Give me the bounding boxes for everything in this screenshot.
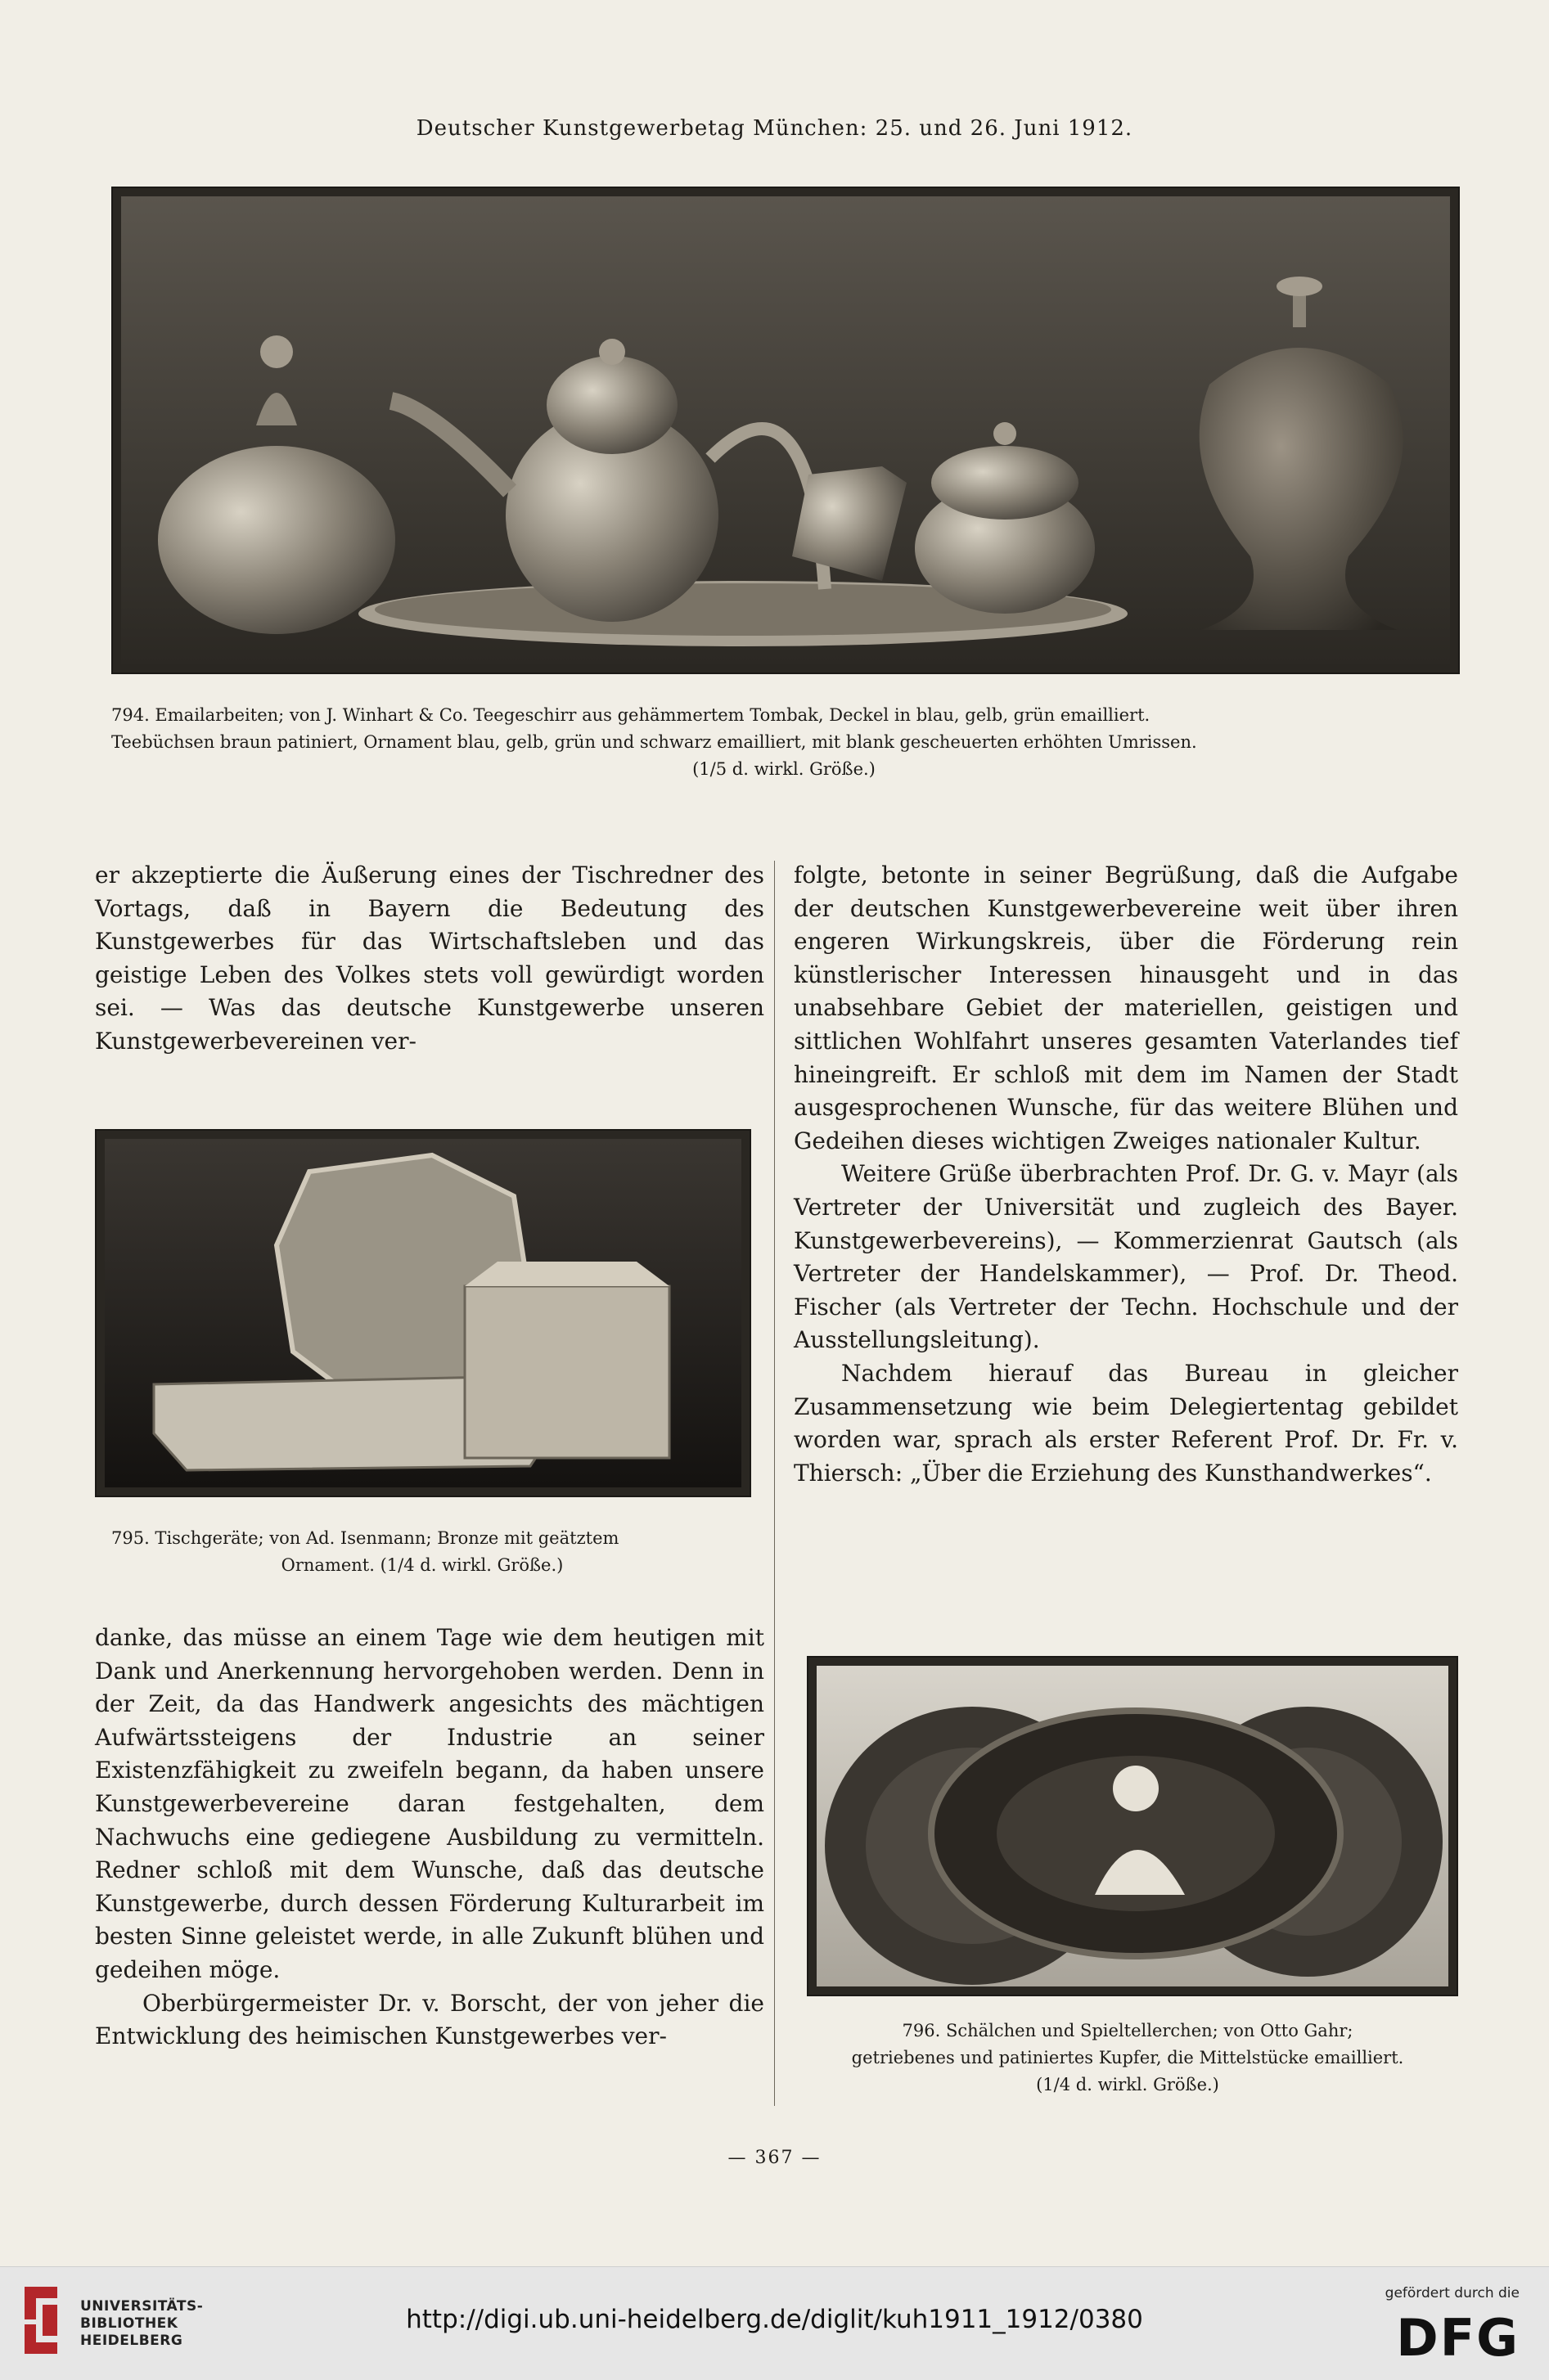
caption-line: 795. Tischgeräte; von Ad. Isenmann; Bronze mit geätztem bbox=[111, 1528, 619, 1548]
paragraph: Oberbürgermeister Dr. v. Borscht, der von jeher die Entwicklung des heimischen Kunstgewerbes ver- bbox=[95, 1989, 764, 2050]
dfg-logo: DFG bbox=[1396, 2308, 1520, 2368]
figure-795-photo bbox=[95, 1129, 751, 1497]
figure-796-caption bbox=[792, 2018, 1463, 2099]
caption-line: 796. Schälchen und Spieltellerchen; von Otto Gahr; bbox=[902, 2021, 1353, 2040]
paragraph: er akzeptierte die Äußerung eines der Tischredner des Vortags, daß in Bayern die Bedeutung des Kunstgewerbes für das Wirtschaftsleben und das geistige Leben des Volkes stets voll gewürdigt worden sei. — Was das deutsche Kunstgewerbe unseren Kunstgewerbevereinen ver- bbox=[95, 862, 764, 1055]
caption-line: Ornament. (1/4 d. wirkl. Größe.) bbox=[281, 1555, 564, 1575]
source-url-link[interactable]: http://digi.ub.uni-heidelberg.de/diglit/kuh1911_1912/0380 bbox=[406, 2305, 1143, 2334]
caption-line: Teebüchsen braun patiniert, Ornament blau, gelb, grün und schwarz emailliert, mit blank gescheuerten erhöhten Umrissen. bbox=[111, 732, 1197, 752]
plates-image bbox=[817, 1666, 1448, 1986]
tea-service-image bbox=[121, 196, 1450, 664]
paragraph: Nachdem hierauf das Bureau in gleicher Zusammensetzung wie beim Delegiertentag gebildet worden war, sprach als erster Referent Prof. Dr. Fr. v. Thiersch: „Über die Erziehung des Kunsthandwerkes“. bbox=[794, 1359, 1458, 1487]
running-head: Deutscher Kunstgewerbetag München: 25. und 26. Juni 1912. bbox=[416, 116, 1133, 141]
paragraph: folgte, betonte in seiner Begrüßung, daß die Aufgabe der deutschen Kunstgewerbevereine weit über ihren engeren Wirkungskreis, über die Förderung rein künstlerischer Interessen hinausgeht und in das unabsehbare Gebiet der materiellen, geistigen und sittlichen Wohlfahrt unseres gesamten Vaterlandes tief hineingreift. Er schloß mit dem im Namen der Stadt ausgesprochenen Wunsche, für das weitere Blühen und Gedeihen dieses wichtigen Zweiges nationaler Kultur. bbox=[794, 862, 1458, 1154]
library-name-line: UNIVERSITÄTS- bbox=[80, 2298, 204, 2315]
library-name-line: HEIDELBERG bbox=[80, 2333, 183, 2349]
column-divider bbox=[774, 861, 775, 2106]
figure-794-caption bbox=[111, 702, 1457, 783]
page-number: — 367 — bbox=[727, 2148, 822, 2168]
table-ware-image bbox=[105, 1139, 741, 1487]
right-column bbox=[794, 859, 1458, 1490]
caption-scale: (1/5 d. wirkl. Größe.) bbox=[692, 759, 876, 779]
caption-scale: (1/4 d. wirkl. Größe.) bbox=[1036, 2075, 1219, 2094]
left-column bbox=[95, 859, 764, 1059]
paragraph: danke, das müsse an einem Tage wie dem heutigen mit Dank und Anerkennung hervorgehoben werden. Denn in der Zeit, da das Handwerk angesichts des mächtigen Aufwärtssteigens der Industrie an seiner Existenzfähigkeit zu zweifeln begann, da haben unsere Kunstgewerbevereine daran festgehalten, dem Nachwuchs eine gediegene Ausbildung zu vermitteln. Redner schloß mit dem Wunsche, daß das deutsche Kunstgewerbe, durch dessen Förderung Kulturarbeit im besten Sinne geleistet werde, in alle Zukunft blühen und gedeihen möge. bbox=[95, 1624, 764, 1983]
left-column-continued bbox=[95, 1622, 764, 2054]
paragraph: Weitere Grüße überbrachten Prof. Dr. G. v. Mayr (als Vertreter der Universität und zugleich des Bayer. Kunstgewerbevereins), — Kommerzienrat Gautsch (als Vertreter der Handelskammer), — Prof. Dr. Theod. Fischer (als Vertreter der Techn. Hochschule und der Ausstellungsleitung). bbox=[794, 1160, 1458, 1354]
caption-line: 794. Emailarbeiten; von J. Winhart & Co. Teegeschirr aus gehämmertem Tombak, Deckel in blau, gelb, grün emailliert. bbox=[111, 705, 1150, 725]
digitization-footer bbox=[0, 2266, 1549, 2380]
funding-note: gefördert durch die bbox=[1385, 2285, 1520, 2301]
figure-794-photo bbox=[111, 187, 1460, 674]
caption-line: getriebenes und patiniertes Kupfer, die Mittelstücke emailliert. bbox=[851, 2048, 1404, 2067]
figure-795-caption bbox=[111, 1525, 733, 1579]
library-name-line: BIBLIOTHEK bbox=[80, 2315, 178, 2332]
figure-796-photo bbox=[807, 1656, 1458, 1996]
